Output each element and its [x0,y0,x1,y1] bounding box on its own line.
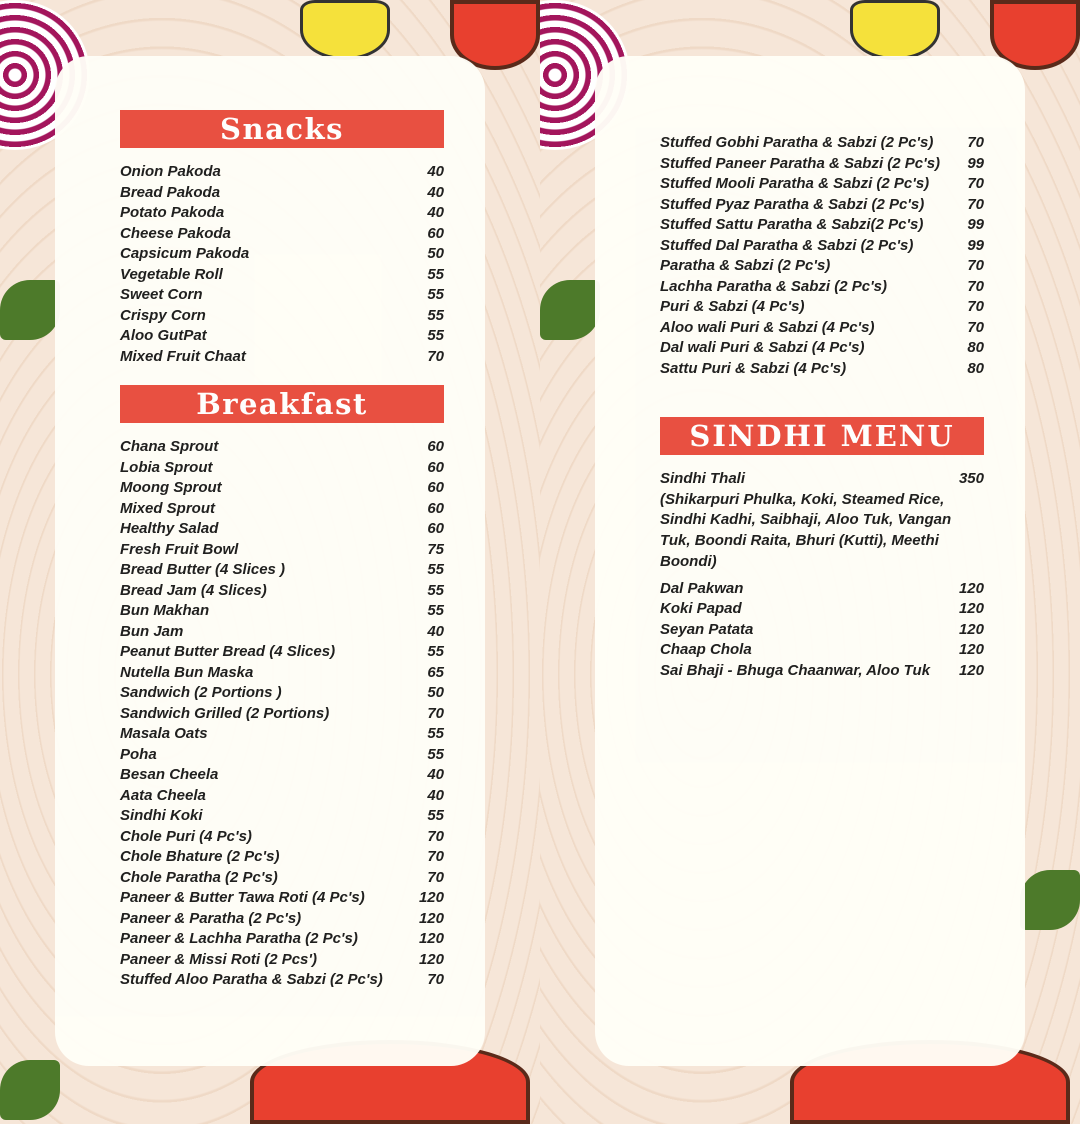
item-name: Lachha Paratha & Sabzi (2 Pc's) [660,277,887,295]
menu-item [660,469,984,490]
item-price: 120 [958,620,984,638]
item-name: Peanut Butter Bread (4 Slices) [120,643,336,660]
menu-item [120,765,444,786]
item-price: 120 [958,641,984,659]
item-price: 70 [967,134,984,151]
item-name: Fresh Fruit Bowl [120,540,239,558]
menu-item [120,827,444,848]
item-name: Onion Pakoda [120,163,221,180]
menu-item [120,786,444,807]
item-price: 40 [427,183,444,201]
item-name: Puri & Sabzi (4 Pc's) [660,298,805,315]
menu-item [120,683,444,704]
item-name: Stuffed Aloo Paratha & Sabzi (2 Pc's) [120,971,383,988]
item-name: Stuffed Pyaz Paratha & Sabzi (2 Pc's) [660,195,925,213]
sindhi-list [660,469,984,681]
menu-card [595,56,1025,1066]
item-price: 55 [427,581,444,599]
item-price: 40 [427,622,444,640]
snacks-list [120,162,444,367]
item-name: Paratha & Sabzi (2 Pc's) [660,257,831,274]
item-name: Aloo GutPat [120,327,207,344]
item-price: 120 [418,950,444,968]
item-name: Vegetable Roll [120,265,223,283]
menu-card [55,56,485,1066]
item-price: 75 [427,540,444,558]
item-price: 60 [427,520,444,537]
item-price: 40 [427,204,444,221]
item-price: 80 [967,339,984,356]
item-name: Chana Sprout [120,438,219,455]
item-name: Lobia Sprout [120,458,213,476]
item-price: 55 [427,561,444,578]
item-price: 55 [427,643,444,660]
item-name: Bread Pakoda [120,183,221,201]
item-name: Bun Jam [120,622,184,640]
lemon-illustration [850,0,940,60]
item-price: 80 [967,359,984,377]
menu-item [120,663,444,684]
item-name: Mixed Sprout [120,499,216,517]
menu-item [660,256,984,277]
item-price: 50 [427,245,444,262]
item-price: 120 [958,661,984,679]
item-price: 60 [427,458,444,476]
item-name: Healthy Salad [120,520,219,537]
menu-item [660,661,984,682]
item-price: 55 [427,327,444,344]
item-price: 70 [967,318,984,336]
menu-item [660,599,984,620]
item-name: Sandwich Grilled (2 Portions) [120,704,330,722]
item-price: 70 [427,971,444,988]
item-name: Sattu Puri & Sabzi (4 Pc's) [660,359,847,377]
menu-item [120,437,444,458]
menu-item [120,929,444,950]
item-name: Chole Bhature (2 Pc's) [120,848,280,865]
item-price: 120 [958,579,984,597]
menu-item [120,224,444,245]
item-price: 70 [967,298,984,315]
item-name: Crispy Corn [120,306,206,324]
item-price: 120 [958,600,984,618]
menu-item [120,244,444,265]
breakfast-list [120,437,444,991]
menu-item [660,174,984,195]
item-price: 65 [427,663,444,681]
menu-page-right [540,0,1080,1124]
item-price: 55 [427,265,444,283]
menu-item [660,579,984,600]
item-name: Mixed Fruit Chaat [120,347,246,365]
item-name: Paneer & Lachha Paratha (2 Pc's) [120,930,358,947]
menu-item [660,236,984,257]
item-price: 40 [427,766,444,783]
menu-item [120,642,444,663]
menu-item [120,183,444,204]
item-price: 70 [427,868,444,886]
menu-item [660,195,984,216]
item-name: Aata Cheela [120,786,206,804]
menu-item [660,359,984,380]
menu-item [120,868,444,889]
item-name: Stuffed Sattu Paratha & Sabzi(2 Pc's) [660,216,924,233]
item-name: Bun Makhan [120,602,210,619]
breakfast-continued-list [660,133,984,379]
coriander-leaf-icon [540,280,600,340]
item-name: Aloo wali Puri & Sabzi (4 Pc's) [660,318,875,336]
menu-item [660,133,984,154]
item-name: Sandwich (2 Portions ) [120,684,282,701]
item-price: 50 [427,684,444,701]
item-price: 60 [427,438,444,455]
item-price: 70 [967,257,984,274]
menu-item [120,581,444,602]
item-price: 350 [958,470,984,487]
menu-item [660,620,984,641]
item-name: Nutella Bun Maska [120,663,254,681]
item-name: Chole Paratha (2 Pc's) [120,868,278,886]
menu-item [120,540,444,561]
item-name: Sai Bhaji - Bhuga Chaanwar, Aloo Tuk [660,661,931,679]
item-price: 55 [427,725,444,742]
item-name: Seyan Patata [660,620,754,638]
item-price: 120 [418,889,444,906]
coriander-leaf-icon [0,280,60,340]
menu-item [120,347,444,368]
item-name: Chaap Chola [660,641,752,659]
item-price: 99 [967,236,984,254]
item-price: 60 [427,479,444,496]
menu-item [660,154,984,175]
menu-item [120,326,444,347]
menu-item [660,215,984,236]
item-price: 55 [427,286,444,303]
item-price: 55 [427,745,444,763]
menu-item [120,970,444,991]
item-price: 70 [427,827,444,845]
menu-item [660,277,984,298]
item-name: Potato Pakoda [120,204,225,221]
item-name: Chole Puri (4 Pc's) [120,827,252,845]
item-price: 70 [967,175,984,192]
menu-item [120,519,444,540]
menu-item [120,499,444,520]
menu-item [120,265,444,286]
item-name: Paneer & Paratha (2 Pc's) [120,909,302,927]
item-price: 55 [427,306,444,324]
item-name: Bread Butter (4 Slices ) [120,561,286,578]
item-price: 55 [427,807,444,824]
item-name: Dal wali Puri & Sabzi (4 Pc's) [660,339,865,356]
item-price: 60 [427,499,444,517]
item-price: 70 [427,347,444,365]
coriander-leaf-icon [1020,870,1080,930]
menu-item [120,203,444,224]
menu-item [120,622,444,643]
menu-item [120,285,444,306]
item-price: 70 [967,195,984,213]
item-name: Moong Sprout [120,479,222,496]
menu-item [120,909,444,930]
section-header-snacks: Snacks [120,110,444,148]
coriander-leaf-icon [0,1060,60,1120]
menu-item [120,745,444,766]
item-price: 99 [967,154,984,172]
item-name: Capsicum Pakoda [120,245,250,262]
item-name: Masala Oats [120,725,208,742]
item-name: Poha [120,745,157,763]
item-name: Cheese Pakoda [120,224,231,242]
item-price: 120 [418,909,444,927]
item-price: 99 [967,216,984,233]
item-name: Sindhi Koki [120,807,203,824]
menu-item [120,806,444,827]
item-name: Stuffed Paneer Paratha & Sabzi (2 Pc's) [660,154,941,172]
item-name: Sweet Corn [120,286,203,303]
item-name: Sindhi Thali [660,470,745,487]
menu-item [120,950,444,971]
item-price: 40 [427,163,444,180]
item-price: 70 [427,704,444,722]
item-price: 55 [427,602,444,619]
menu-item [660,338,984,359]
menu-item [660,297,984,318]
item-name: Dal Pakwan [660,579,744,597]
item-price: 40 [427,786,444,804]
menu-item [120,847,444,868]
menu-item [120,306,444,327]
item-name: Paneer & Butter Tawa Roti (4 Pc's) [120,889,365,906]
menu-item [120,560,444,581]
item-price: 120 [418,930,444,947]
item-name: Besan Cheela [120,766,219,783]
lemon-illustration [300,0,390,60]
item-name: Koki Papad [660,600,742,618]
section-header-sindhi: SINDHI MENU [660,417,984,455]
item-description: (Shikarpuri Phulka, Koki, Steamed Rice, Sindhi Kadhi, Saibhaji, Aloo Tuk, Vangan Tuk, Boondi Raita, Bhuri (Kutti), Meethi Boondi) [660,490,952,570]
item-price: 70 [967,277,984,295]
menu-item [120,601,444,622]
item-price: 60 [427,224,444,242]
menu-item [120,478,444,499]
item-name: Bread Jam (4 Slices) [120,581,267,599]
item-price: 70 [427,848,444,865]
menu-item [120,888,444,909]
menu-item [120,724,444,745]
menu-item [120,162,444,183]
item-name: Stuffed Gobhi Paratha & Sabzi (2 Pc's) [660,134,934,151]
item-name: Paneer & Missi Roti (2 Pcs') [120,950,317,968]
menu-item [120,704,444,725]
menu-item [660,640,984,661]
item-name: Stuffed Mooli Paratha & Sabzi (2 Pc's) [660,175,930,192]
menu-item [660,318,984,339]
section-header-breakfast: Breakfast [120,385,444,423]
menu-item [120,458,444,479]
item-name: Stuffed Dal Paratha & Sabzi (2 Pc's) [660,236,914,254]
